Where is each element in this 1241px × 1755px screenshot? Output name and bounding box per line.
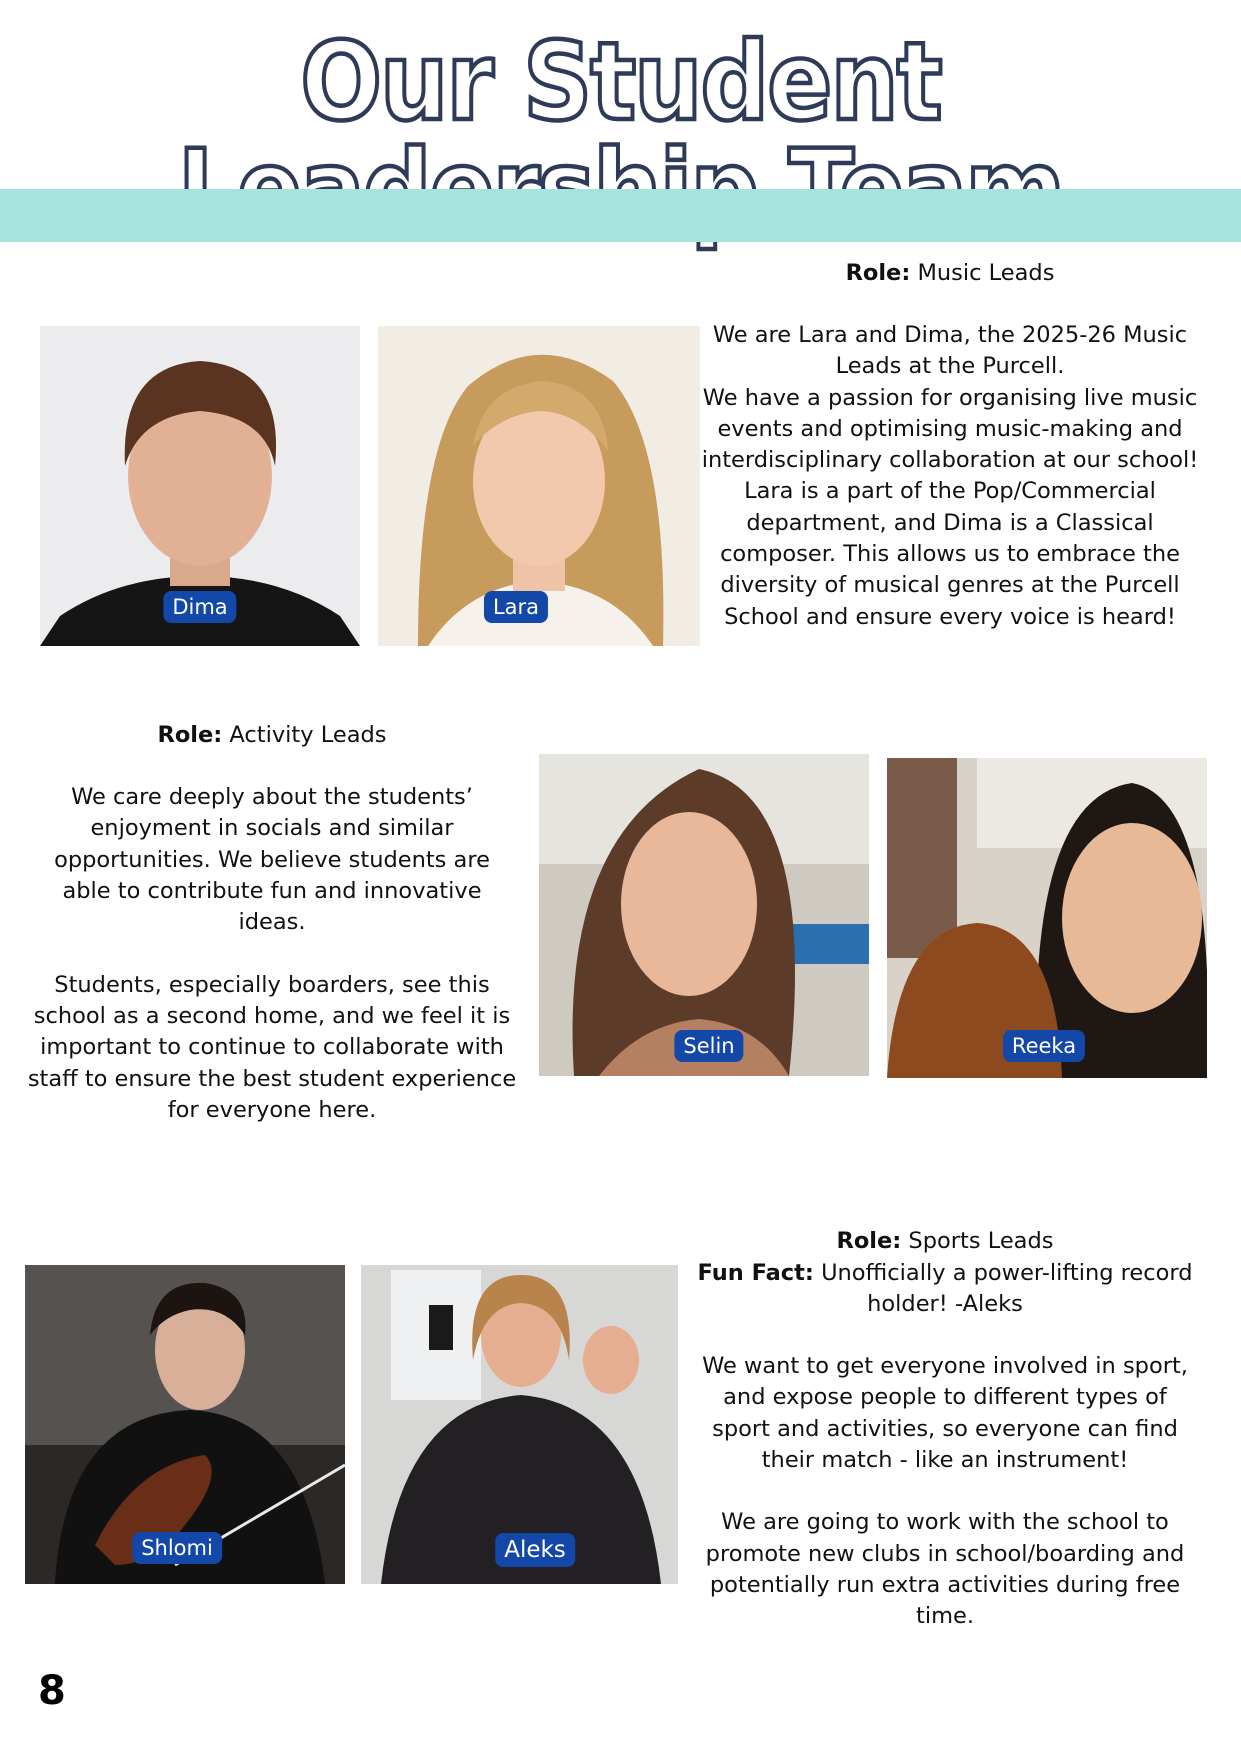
sports-line: sport and activities, so everyone can find [712, 1415, 1178, 1442]
sports-line: and expose people to different types of [723, 1384, 1167, 1411]
music-role: Music Leads [917, 260, 1055, 286]
name-tag-selin: Selin [674, 1030, 743, 1062]
name-tag-aleks: Aleks [495, 1533, 575, 1567]
music-line: composer. This allows us to embrace the [720, 541, 1180, 568]
music-line: events and optimising music-making and [717, 415, 1183, 442]
activity-line: school as a second home, and we feel it is [33, 1003, 511, 1030]
page-title: Our Student [300, 19, 941, 145]
sports-line: promote new clubs in school/boarding and [705, 1540, 1185, 1567]
music-line: Lara is a part of the Pop/Commercial [744, 478, 1156, 505]
activity-line: staff to ensure the best student experience [27, 1065, 517, 1092]
sports-role-line [695, 1226, 1195, 1257]
role-label: Role: [845, 260, 911, 286]
sports-line: We are going to work with the school to [721, 1509, 1169, 1536]
activity-role: Activity Leads [229, 722, 387, 748]
activity-description [10, 782, 534, 1126]
activity-line: ideas. [238, 909, 306, 936]
music-line: We are Lara and Dima, the 2025-26 Music [712, 322, 1188, 348]
fun-fact-text: holder! -Aleks [867, 1291, 1023, 1318]
activity-line: important to continue to collaborate with [40, 1034, 504, 1061]
fun-fact-label: Fun Fact: [697, 1260, 814, 1286]
name-tag-shlomi: Shlomi [132, 1532, 222, 1564]
sports-line: potentially run extra activities during free [709, 1572, 1181, 1599]
music-line: School and ensure every voice is heard! [724, 603, 1176, 630]
sports-description [685, 1351, 1205, 1633]
photo-selin [539, 754, 869, 1076]
role-label: Role: [836, 1228, 902, 1254]
music-description [690, 320, 1210, 633]
activity-line: Students, especially boarders, see this [54, 971, 490, 998]
activity-line: enjoyment in socials and similar [90, 815, 454, 842]
page-number: 8 [38, 1668, 66, 1714]
music-line: interdisciplinary collaboration at our school! [701, 447, 1199, 474]
music-line: We have a passion for organising live music [702, 384, 1198, 411]
activity-line: opportunities. We believe students are [54, 846, 490, 873]
sports-line: We want to get everyone involved in sport, [702, 1353, 1188, 1379]
name-tag-reeka: Reeka [1003, 1030, 1085, 1062]
sports-fun-fact [685, 1258, 1205, 1321]
sports-line: their match - like an instrument! [761, 1446, 1129, 1473]
sports-line: time. [916, 1603, 974, 1630]
name-tag-dima: Dima [163, 591, 236, 623]
activity-role-line [22, 720, 522, 751]
fun-fact-text: Unofficially a power-lifting record [821, 1260, 1193, 1286]
sports-role: Sports Leads [908, 1228, 1054, 1254]
activity-line: able to contribute fun and innovative [62, 877, 482, 904]
name-tag-lara: Lara [484, 591, 548, 623]
activity-line: for everyone here. [167, 1096, 377, 1123]
role-label: Role: [157, 722, 223, 748]
music-line: diversity of musical genres at the Purcell [720, 572, 1180, 599]
music-role-line [700, 258, 1200, 289]
activity-line: We care deeply about the students’ [71, 784, 473, 810]
title-accent-band [0, 189, 1241, 242]
music-line: department, and Dima is a Classical [746, 509, 1154, 536]
music-line: Leads at the Purcell. [835, 353, 1065, 380]
